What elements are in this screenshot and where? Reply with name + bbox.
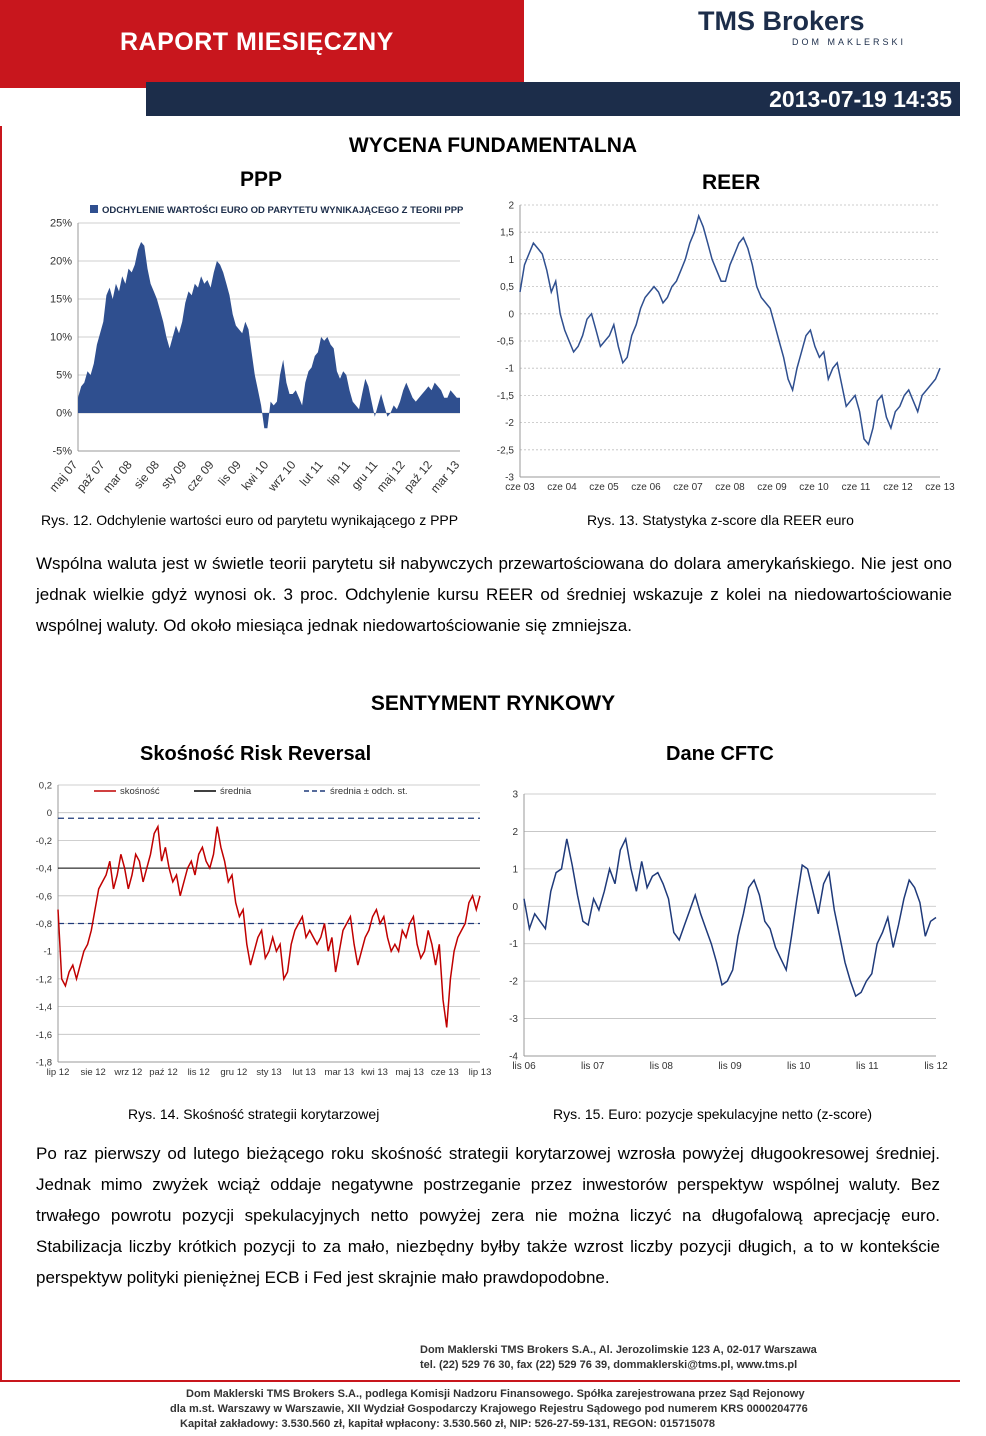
- series-line: [524, 839, 936, 996]
- y-tick-label: -1,6: [35, 1029, 52, 1041]
- x-tick-label: cze 12: [883, 482, 913, 493]
- x-tick-label: cze 03: [505, 482, 535, 493]
- footer-contact: tel. (22) 529 76 30, fax (22) 529 76 39, dommaklerski@tms.pl, www.tms.pl: [420, 1359, 798, 1371]
- x-tick-label: kwi 10: [238, 457, 272, 493]
- x-tick-label: sty 13: [256, 1067, 282, 1078]
- y-tick-label: 20%: [49, 255, 72, 268]
- y-tick-label: 2: [508, 200, 514, 212]
- legend-swatch: [90, 205, 98, 213]
- y-tick-label: -0,2: [35, 835, 52, 847]
- y-tick-label: -1,5: [496, 390, 514, 402]
- x-tick-label: mar 13: [324, 1067, 355, 1078]
- x-tick-label: maj 12: [373, 457, 408, 495]
- y-tick-label: -0,4: [35, 863, 52, 875]
- footer-legal-2: dla m.st. Warszawy w Warszawie, XII Wydział Gospodarczy Krajowego Rejestru Sądowego pod numerem KRS 0000204776: [170, 1403, 808, 1415]
- reer-chart: [490, 195, 955, 500]
- y-tick-label: 0: [508, 309, 514, 321]
- report-datetime: 2013-07-19 14:35: [769, 86, 952, 112]
- x-tick-label: mar 13: [427, 457, 463, 496]
- x-tick-label: lis 12: [924, 1061, 948, 1072]
- report-title: RAPORT MIESIĘCZNY: [120, 28, 394, 56]
- x-tick-label: cze 09: [757, 482, 787, 493]
- x-tick-label: lis 11: [856, 1061, 879, 1072]
- section1-title: WYCENA FUNDAMENTALNA: [348, 134, 638, 157]
- y-tick-label: 10%: [49, 331, 72, 344]
- x-tick-label: lut 11: [296, 457, 326, 489]
- x-tick-label: cze 08: [715, 482, 745, 493]
- y-tick-label: 1: [508, 254, 514, 266]
- x-tick-label: cze 11: [841, 482, 871, 493]
- rr-heading: Skośność Risk Reversal: [140, 743, 372, 765]
- y-tick-label: 0: [512, 901, 518, 913]
- y-tick-label: 5%: [56, 369, 72, 382]
- x-tick-label: lip 12: [46, 1067, 70, 1078]
- y-tick-label: 0,2: [38, 780, 52, 792]
- logo-sub-text: DOM MAKLERSKI: [792, 37, 907, 47]
- logo-main-text: TMS Brokers: [698, 6, 865, 36]
- x-tick-label: wrz 10: [265, 457, 299, 495]
- x-tick-label: cze 09: [183, 457, 217, 495]
- x-tick-label: sie 08: [130, 457, 163, 492]
- y-tick-label: -1,2: [35, 974, 52, 986]
- x-tick-label: cze 10: [799, 482, 829, 493]
- legend-label: średnia: [220, 786, 252, 797]
- y-tick-label: -2: [509, 976, 518, 988]
- x-tick-label: sie 12: [80, 1067, 106, 1078]
- reer-heading: REER: [702, 171, 761, 194]
- y-tick-label: 25%: [49, 217, 72, 230]
- legend-label: średnia ± odch. st.: [330, 786, 408, 797]
- section2-paragraph: Po raz pierwszy od lutego bieżącego roku skośność strategii korytarzowej wzrosła powyżej długookresowej średniej. Jednak mimo zwyżek wciąż oddaje negatywne postrzeganie przez inwestorów perspektyw wspólnej waluty. Bez trwałego powrotu pozycji spekulacyjnych netto powyżej zera nie można liczyć na długofalową aprecjację euro. Stabilizacja liczby krótkich pozycji to za mało, niezbędny byłby także wzrost liczby pozycji długich, a to w kontekście perspektyw polityki pieniężnej ECB i Fed jest skrajnie mało prawdopodobne.: [36, 1144, 940, 1287]
- cftc-chart: [500, 786, 950, 1081]
- y-tick-label: 0,5: [500, 282, 514, 294]
- cftc-heading: Dane CFTC: [666, 743, 774, 765]
- footer-legal-3: Kapitał zakładowy: 3.530.560 zł, kapitał wpłacony: 3.530.560 zł, NIP: 526-27-59-131, REGON: 015715078: [180, 1418, 715, 1430]
- y-tick-label: 0: [46, 808, 52, 820]
- y-tick-label: -1: [43, 946, 52, 958]
- y-tick-label: -4: [509, 1051, 518, 1063]
- series-line: [520, 216, 940, 445]
- y-tick-label: -3: [509, 1014, 518, 1026]
- left-margin-bar: [0, 126, 2, 1380]
- x-tick-label: maj 13: [395, 1067, 424, 1078]
- x-tick-label: lis 08: [649, 1061, 674, 1072]
- x-tick-label: kwi 13: [361, 1067, 388, 1078]
- section2-title: SENTYMENT RYNKOWY: [370, 692, 616, 715]
- x-tick-label: cze 07: [673, 482, 703, 493]
- y-tick-label: -1: [505, 363, 514, 375]
- series-line: [58, 827, 480, 1028]
- legend-label: skośność: [120, 786, 160, 797]
- x-tick-label: gru 12: [220, 1067, 248, 1078]
- x-tick-label: paź 12: [149, 1067, 178, 1078]
- caption-rys-14: Rys. 14. Skośność strategii korytarzowej: [128, 1106, 380, 1122]
- x-tick-label: cze 13: [430, 1067, 459, 1078]
- y-tick-label: -5%: [52, 445, 72, 458]
- x-tick-label: maj 07: [46, 457, 81, 495]
- x-tick-label: lip 13: [468, 1067, 492, 1078]
- x-tick-label: lis 09: [718, 1061, 742, 1072]
- x-tick-label: cze 04: [547, 482, 577, 493]
- y-tick-label: -0,6: [35, 891, 52, 903]
- x-tick-label: sty 09: [158, 457, 190, 492]
- legend-label: ODCHYLENIE WARTOŚCI EURO OD PARYTETU WYNIKAJĄCEGO Z TEORII PPP: [102, 205, 464, 216]
- y-tick-label: -2: [505, 418, 514, 430]
- y-tick-label: -2,5: [496, 445, 514, 457]
- footer-address: Dom Maklerski TMS Brokers S.A., Al. Jerozolimskie 123 A, 02-017 Warszawa: [420, 1344, 817, 1356]
- caption-rys-15: Rys. 15. Euro: pozycje spekulacyjne netto (z-score): [553, 1106, 873, 1122]
- y-tick-label: 1,5: [500, 227, 514, 239]
- y-tick-label: -3: [505, 472, 514, 484]
- tms-logo: [698, 6, 906, 47]
- x-tick-label: lip 11: [324, 457, 354, 489]
- x-tick-label: cze 05: [589, 482, 619, 493]
- y-tick-label: -1,8: [35, 1057, 52, 1069]
- y-tick-label: 3: [512, 789, 518, 801]
- y-tick-label: 2: [512, 826, 518, 838]
- x-tick-label: lis 09: [215, 457, 245, 489]
- y-tick-label: -1: [509, 939, 518, 951]
- x-tick-label: mar 08: [100, 457, 135, 496]
- ppp-chart: [40, 195, 480, 500]
- ppp-heading: PPP: [240, 168, 283, 191]
- x-tick-label: wrz 12: [114, 1067, 143, 1078]
- series-area: [78, 242, 460, 428]
- footer-divider: [0, 1380, 960, 1382]
- x-tick-label: cze 13: [925, 482, 955, 493]
- caption-rys-12: Rys. 12. Odchylenie wartości euro od parytetu wynikającego z PPP: [41, 512, 459, 528]
- x-tick-label: lis 06: [512, 1061, 536, 1072]
- x-tick-label: lis 10: [786, 1061, 811, 1072]
- y-tick-label: 1: [512, 864, 518, 876]
- caption-rys-13: Rys. 13. Statystyka z-score dla REER euro: [587, 512, 854, 528]
- x-tick-label: lut 13: [292, 1067, 316, 1078]
- y-tick-label: 15%: [49, 293, 72, 306]
- section1-paragraph: Wspólna waluta jest w świetle teorii parytetu sił nabywczych przewartościowana do dolara amerykańskiego. Nie jest ono jednak wielkie gdyż wynosi ok. 3 proc. Odchylenie kursu REER od średniej wskazuje z kolei na niedowartościowanie wspólnej waluty. Od około miesiąca jednak niedowartościowanie się zmniejsza.: [36, 554, 952, 635]
- y-tick-label: -0,8: [35, 919, 52, 930]
- x-tick-label: paź 07: [73, 457, 108, 495]
- x-tick-label: cze 06: [631, 482, 661, 493]
- footer-legal-1: Dom Maklerski TMS Brokers S.A., podlega Komisji Nadzoru Finansowego. Spółka zarejestrowana przez Sąd Rejonowy: [186, 1388, 805, 1400]
- rr-chart: [30, 778, 490, 1083]
- x-tick-label: lis 07: [580, 1061, 605, 1072]
- x-tick-label: paź 12: [401, 457, 436, 495]
- y-tick-label: -1,4: [35, 1002, 52, 1014]
- x-tick-label: lis 12: [187, 1067, 210, 1078]
- y-tick-label: -0,5: [496, 336, 514, 348]
- x-tick-label: gru 11: [348, 457, 381, 493]
- y-tick-label: 0%: [56, 407, 72, 420]
